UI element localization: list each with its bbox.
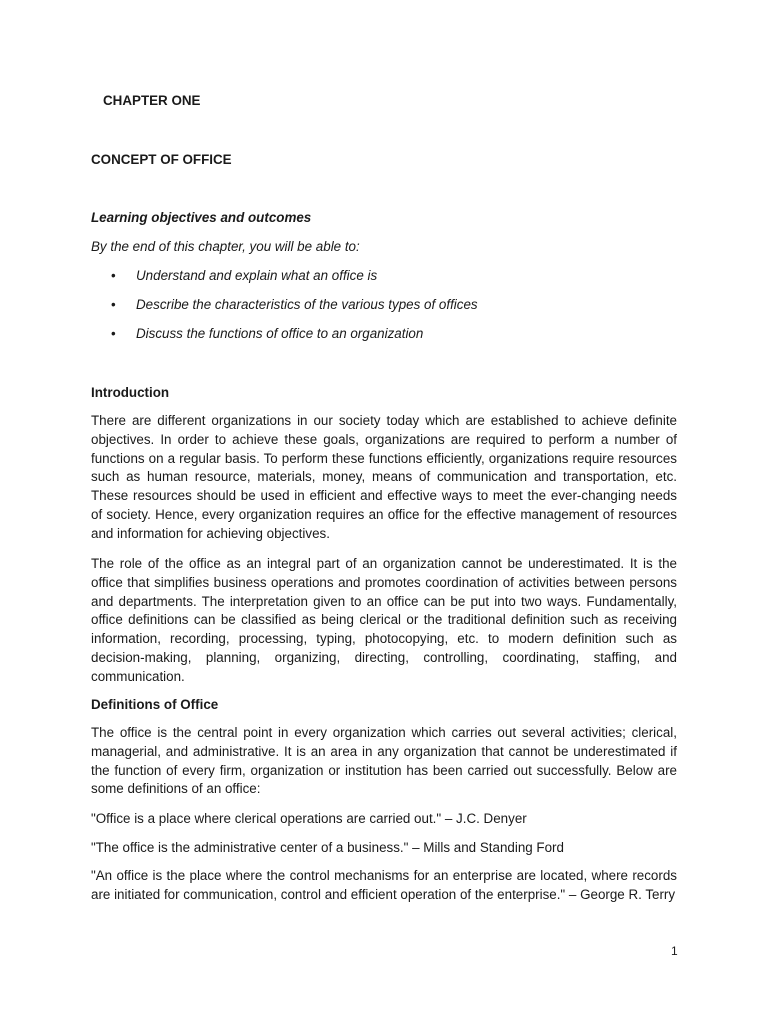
introduction-paragraph: The role of the office as an integral part of an organization cannot be underestimated. It is the office that simplifies business operations and promotes coordination of activities between persons and departments. The interpretation given to an office can be put into two ways. Fundamentally, office definitions can be classified as being clerical or the traditional definition such as receiving information, recording, processing, typing, photocopying, etc. to modern definition such as decision-making, planning, organizing, directing, controlling, coordinating, staffing, and communication. [91,556,677,684]
bullet-icon: • [111,326,116,341]
chapter-title: CONCEPT OF OFFICE [91,152,232,167]
definition-quote: "The office is the administrative center of a business." – Mills and Standing Ford [91,840,564,855]
bullet-icon: • [111,297,116,312]
definition-quote: "Office is a place where clerical operations are carried out." – J.C. Denyer [91,811,527,826]
definitions-paragraph: The office is the central point in every organization which carries out several activities; clerical, managerial, and administrative. It is an area in any organization that cannot be underestimated if the function of every firm, organization or institution has been carried out successfully. Below are some definitions of an office: [91,725,677,797]
objective-text: Understand and explain what an office is [136,268,378,283]
definition-quote: "An office is the place where the control mechanisms for an enterprise are located, where records are initiated for communication, control and efficient operation of the enterprise." – George R. Terry [91,868,677,902]
chapter-label: CHAPTER ONE [103,93,201,108]
learning-objectives-heading: Learning objectives and outcomes [91,210,312,225]
introduction-paragraph: There are different organizations in our society today which are established to achieve definite objectives. In order to achieve these goals, organizations are required to perform a number of functions on a regular basis. To perform these functions efficiently, organizations require resources such as human resource, materials, money, means of communication and transportation, etc. These resources should be used in efficient and effective ways to meet the ever-changing needs of society. Hence, every organization requires an office for the effective management of resources and information for achieving objectives. [91,413,677,541]
learning-objectives-intro: By the end of this chapter, you will be able to: [91,239,360,254]
objective-text: Discuss the functions of office to an organization [136,326,424,341]
introduction-heading: Introduction [91,385,170,400]
definitions-heading: Definitions of Office [91,697,219,712]
objective-text: Describe the characteristics of the various types of offices [136,297,478,312]
bullet-icon: • [111,268,116,283]
page-number: 1 [671,944,678,958]
